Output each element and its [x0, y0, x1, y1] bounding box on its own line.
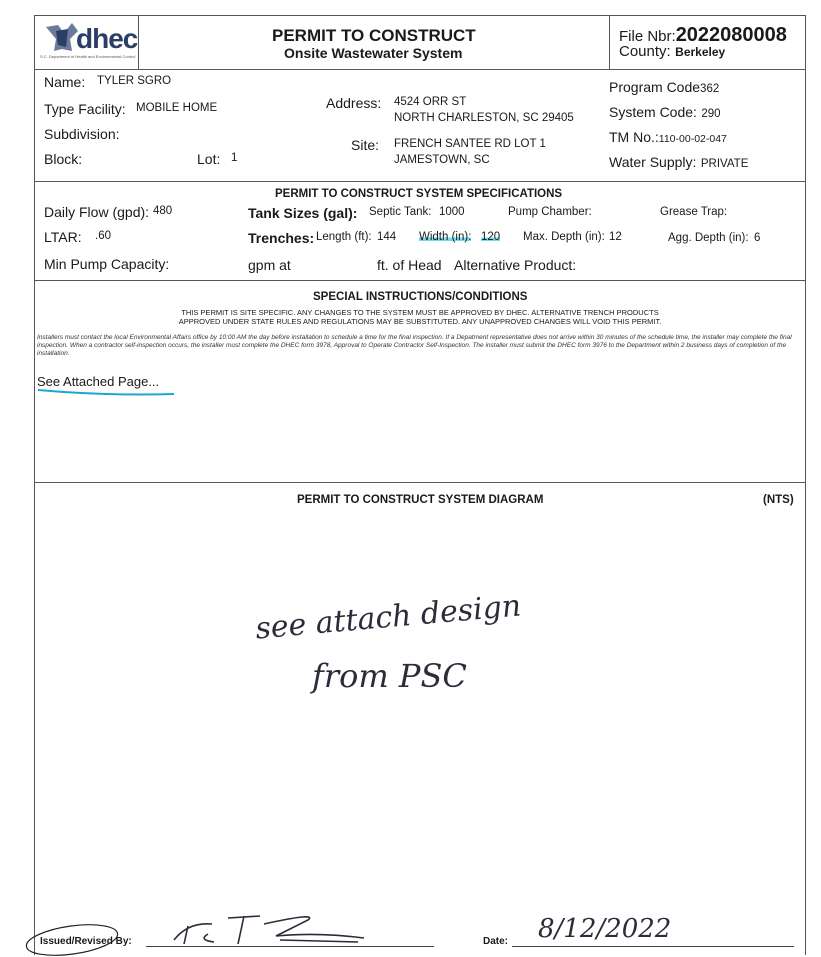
site-line1: FRENCH SANTEE RD LOT 1 — [394, 138, 546, 150]
tm-number — [609, 129, 727, 147]
head-label: ft. of Head — [377, 257, 442, 273]
name-value: TYLER SGRO — [97, 75, 172, 87]
dhec-logo — [40, 19, 140, 63]
trenches-label: Trenches: — [248, 230, 315, 246]
special-section-title: SPECIAL INSTRUCTIONS/CONDITIONS — [313, 291, 528, 303]
length-value: 144 — [377, 231, 397, 243]
name-label: Name: — [44, 74, 86, 90]
subdivision-label: Subdivision: — [44, 126, 120, 142]
page-title: PERMIT TO CONSTRUCT — [272, 26, 476, 45]
width-label: Width (in): — [419, 231, 472, 243]
lot-value: 1 — [231, 152, 238, 164]
site-specific-notice: THIS PERMIT IS SITE SPECIFIC. ANY CHANGES TO THE SYSTEM MUST BE APPROVED BY DHEC. ALTERNATIVE TRENCH PRODUCTS — [181, 308, 659, 317]
file-nbr-value: 2022080008 — [675, 24, 787, 46]
page-subtitle: Onsite Wastewater System — [284, 45, 463, 61]
gpm-at-label: gpm at — [248, 257, 291, 273]
county-label: County: — [619, 43, 671, 60]
site-specific-notice: APPROVED UNDER STATE RULES AND REGULATIONS MAY BE SUBSTITUTED. ANY UNAPPROVED CHANGES WILL VOID THIS PERMIT. — [178, 317, 662, 326]
address-label: Address: — [326, 95, 382, 111]
block-label: Block: — [44, 151, 83, 167]
signed-date: 8/12/2022 — [538, 914, 672, 944]
address-line2: NORTH CHARLESTON, SC 29405 — [394, 112, 574, 124]
type-facility-value: MOBILE HOME — [136, 102, 218, 114]
water-supply — [609, 154, 748, 172]
issued-by-label: Issued/Revised By: — [40, 936, 132, 947]
divider — [34, 280, 806, 281]
ltar-label: LTAR: — [44, 229, 82, 245]
daily-flow-value: 480 — [153, 205, 173, 217]
divider — [609, 15, 610, 69]
ltar-value: .60 — [95, 230, 111, 242]
nts-label: (NTS) — [763, 494, 794, 506]
program-code-value: 362 — [700, 83, 720, 95]
see-attached-text: See Attached Page... — [37, 374, 160, 389]
system-code-value: 290 — [701, 108, 721, 120]
file-nbr-label: File Nbr: — [619, 28, 676, 45]
daily-flow-label: Daily Flow (gpd): — [44, 204, 150, 220]
agg-depth-label: Agg. Depth (in): — [668, 232, 749, 244]
date-label: Date: — [483, 936, 509, 947]
water-supply-value: PRIVATE — [700, 158, 749, 170]
date-line — [512, 946, 794, 947]
min-pump-label: Min Pump Capacity: — [44, 256, 170, 272]
county-value: Berkeley — [675, 45, 726, 59]
specs-section-title: PERMIT TO CONSTRUCT SYSTEM SPECIFICATIONS — [275, 188, 563, 200]
tank-sizes-label: Tank Sizes (gal): — [248, 205, 358, 221]
signature-icon — [168, 910, 378, 950]
tm-no-label: TM No.: — [609, 129, 659, 145]
width-value: 120 — [481, 231, 501, 243]
highlight-underline-icon — [36, 386, 181, 398]
pump-chamber-label: Pump Chamber: — [508, 206, 592, 218]
installer-note: Installers must contact the local Environmental Affairs office by 10:00 AM the day before installation to schedule a time for the final inspection. If a Depatment representative does not arrive within 30 minutes of the schedule time, the installer may complete the final inspection. When a contractor self-inspection occurs, the installer must complete the DHEC form 3978, Approval to Operate Contractor Self-Inspection. The installer must submit the DHEC form 3976 to the Department within 2 business days of completion of the installation. — [37, 334, 792, 357]
diagram-section-title: PERMIT TO CONSTRUCT SYSTEM DIAGRAM — [297, 494, 544, 506]
handwritten-note: from PSC — [312, 657, 467, 695]
divider — [34, 482, 806, 483]
circle-mark-icon — [22, 918, 152, 956]
type-facility-label: Type Facility: — [44, 101, 126, 117]
septic-tank-value: 1000 — [439, 206, 465, 218]
grease-trap-label: Grease Trap: — [660, 206, 728, 218]
program-code — [609, 79, 719, 97]
max-depth-label: Max. Depth (in): — [523, 231, 605, 243]
agg-depth-value: 6 — [754, 232, 761, 244]
system-code-label: System Code: — [609, 104, 697, 120]
handwritten-note: see attach design — [253, 588, 523, 647]
site-label: Site: — [351, 137, 380, 153]
septic-tank-label: Septic Tank: — [369, 206, 432, 218]
logo-wordmark: dhec — [76, 23, 138, 54]
address-line1: 4524 ORR ST — [394, 96, 467, 108]
logo-subtext: S.C. Department of Health and Environmental Control — [40, 54, 136, 59]
lot-label: Lot: — [197, 151, 221, 167]
alt-product-label: Alternative Product: — [454, 257, 577, 273]
length-label: Length (ft): — [316, 231, 372, 243]
site-line2: JAMESTOWN, SC — [394, 154, 490, 166]
county — [619, 43, 725, 61]
program-code-label: Program Code — [609, 79, 701, 95]
water-supply-label: Water Supply: — [609, 154, 697, 170]
divider — [34, 69, 806, 70]
max-depth-value: 12 — [609, 231, 622, 243]
divider — [34, 181, 806, 182]
tm-no-value: 110-00-02-047 — [658, 133, 727, 145]
system-code — [609, 104, 721, 122]
